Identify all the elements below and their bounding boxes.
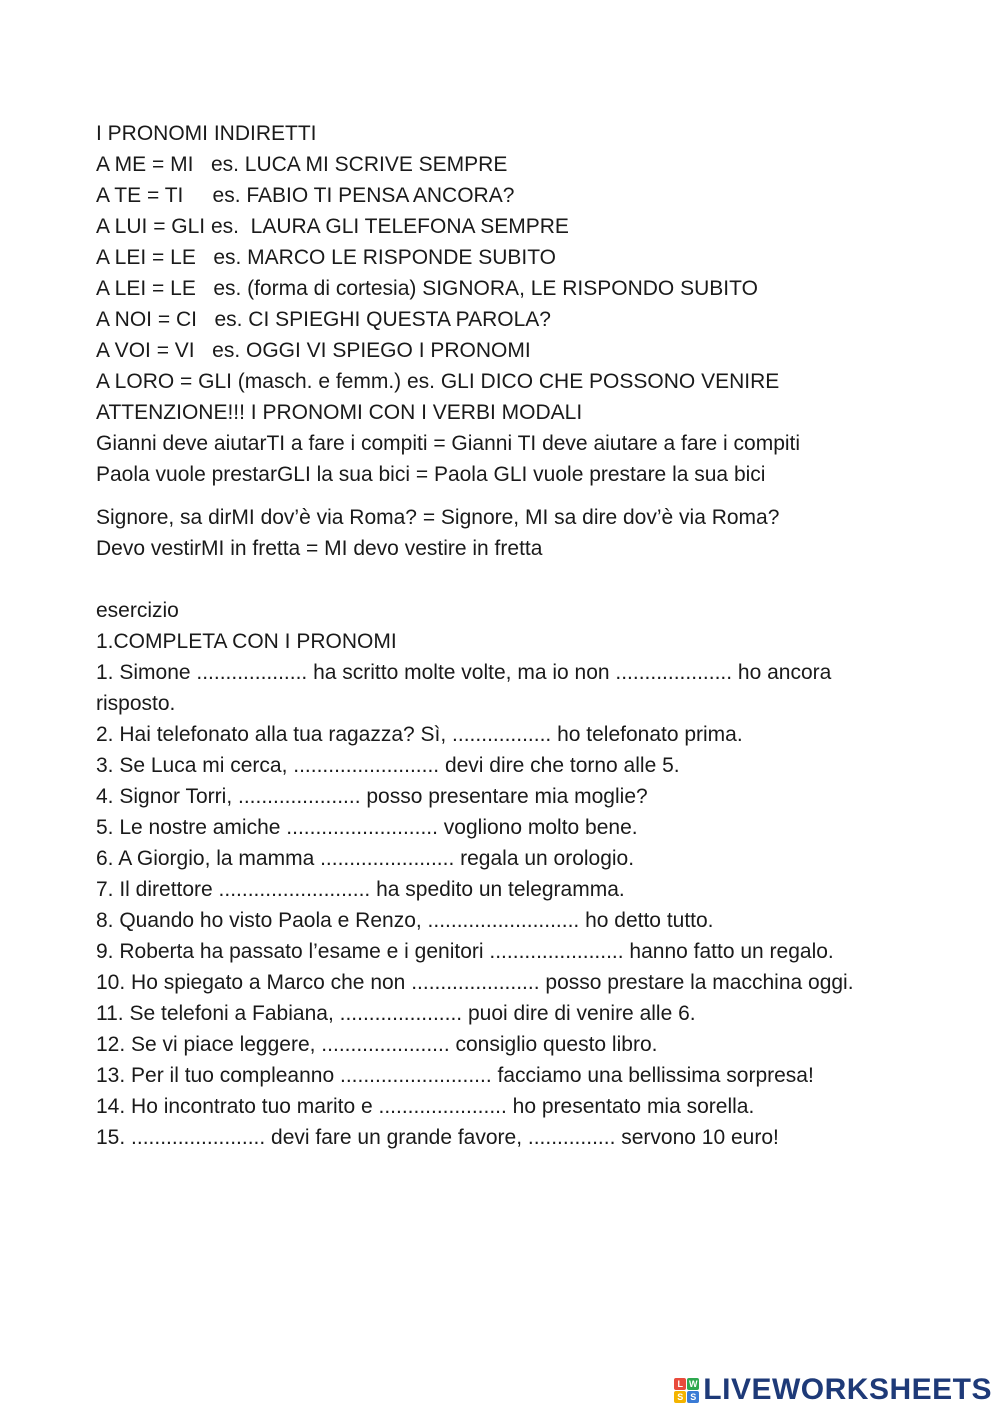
exercise-item-10: 10. Ho spiegato a Marco che non ...................... posso prestare la macchina oggi. — [96, 971, 854, 994]
rule-line: A NOI = CI es. CI SPIEGHI QUESTA PAROLA? — [96, 308, 551, 331]
brand-logo-icon — [674, 1378, 699, 1403]
worksheet-page — [96, 118, 916, 1153]
exercise-item-11: 11. Se telefoni a Fabiana, ..................... puoi dire di venire alle 6. — [96, 1002, 696, 1025]
brand-name: LIVEWORKSHEETS — [703, 1373, 992, 1406]
liveworksheets-brand[interactable] — [674, 1373, 992, 1407]
rule-line: A ME = MI es. LUCA MI SCRIVE SEMPRE — [96, 153, 508, 176]
logo-tile: S — [674, 1391, 686, 1403]
modal-example: Signore, sa dirMI dov’è via Roma? = Signore, MI sa dire dov’è via Roma? — [96, 506, 780, 529]
modal-example: Devo vestirMI in fretta = MI devo vestire in fretta — [96, 537, 543, 560]
rule-line: A LORO = GLI (masch. e femm.) es. GLI DICO CHE POSSONO VENIRE — [96, 370, 780, 393]
exercise-item-6: 6. A Giorgio, la mamma ....................... regala un orologio. — [96, 847, 635, 870]
modal-example: Gianni deve aiutarTI a fare i compiti = Gianni TI deve aiutare a fare i compiti — [96, 432, 801, 455]
modal-example: Paola vuole prestarGLI la sua bici = Paola GLI vuole prestare la sua bici — [96, 463, 766, 486]
exercise-item-5: 5. Le nostre amiche .......................... vogliono molto bene. — [96, 816, 638, 839]
exercise-item-13: 13. Per il tuo compleanno .......................... facciamo una bellissima sorpresa! — [96, 1064, 814, 1087]
logo-tile: W — [689, 1378, 698, 1389]
exercise-item-2: 2. Hai telefonato alla tua ragazza? Sì, ................. ho telefonato prima. — [96, 723, 743, 746]
exercise-label: esercizio — [96, 599, 179, 622]
exercise-item-7: 7. Il direttore .......................... ha spedito un telegramma. — [96, 878, 625, 901]
exercise-item-1: 1. Simone ................... ha scritto molte volte, ma io non .................... ho ancora risposto. — [96, 661, 838, 715]
spacer — [96, 490, 916, 502]
logo-tile: L — [674, 1378, 686, 1390]
exercise-item-4: 4. Signor Torri, ..................... posso presentare mia moglie? — [96, 785, 648, 808]
rule-line: A TE = TI es. FABIO TI PENSA ANCORA? — [96, 184, 515, 207]
exercise-item-12: 12. Se vi piace leggere, ...................... consiglio questo libro. — [96, 1033, 658, 1056]
rule-line: A LEI = LE es. MARCO LE RISPONDE SUBITO — [96, 246, 557, 269]
rule-line: A LEI = LE es. (forma di cortesia) SIGNORA, LE RISPONDO SUBITO — [96, 277, 758, 300]
exercise-item-9: 9. Roberta ha passato l’esame e i genitori ....................... hanno fatto un regalo. — [96, 940, 834, 963]
theory-title: I PRONOMI INDIRETTI — [96, 122, 317, 145]
rule-line: A LUI = GLI es. LAURA GLI TELEFONA SEMPRE — [96, 215, 569, 238]
exercise-item-8: 8. Quando ho visto Paola e Renzo, .......................... ho detto tutto. — [96, 909, 714, 932]
exercise-item-15: 15. ....................... devi fare un grande favore, ............... servono 10 euro! — [96, 1126, 779, 1149]
exercise-instruction: 1.COMPLETA CON I PRONOMI — [96, 630, 397, 653]
exercise-item-14: 14. Ho incontrato tuo marito e ...................... ho presentato mia sorella. — [96, 1095, 755, 1118]
modal-verbs-heading: ATTENZIONE!!! I PRONOMI CON I VERBI MODALI — [96, 401, 583, 424]
logo-tile: S — [687, 1391, 699, 1403]
exercise-item-3: 3. Se Luca mi cerca, ......................... devi dire che torno alle 5. — [96, 754, 680, 777]
spacer — [96, 564, 916, 595]
rule-line: A VOI = VI es. OGGI VI SPIEGO I PRONOMI — [96, 339, 531, 362]
